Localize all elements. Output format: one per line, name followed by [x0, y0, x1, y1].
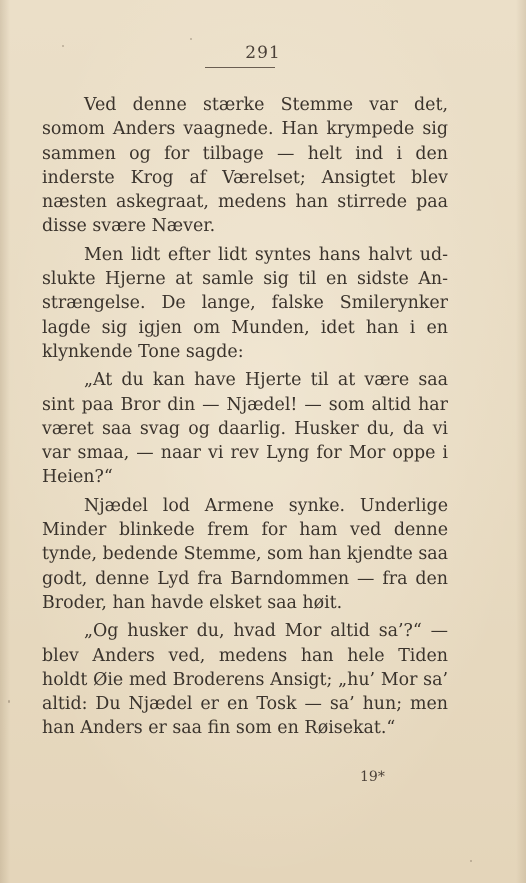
page-text: [42, 93, 448, 745]
page-number: 291: [245, 43, 281, 63]
signature-mark: 19*: [360, 769, 385, 785]
page-left-edge: [0, 0, 10, 883]
paper-speck: [470, 860, 472, 862]
paper-speck: [62, 45, 64, 47]
page-right-edge: [516, 0, 526, 883]
paragraph-3: „At du kan have Hjerte til at være saa sint paa Bror din — Njædel! — som altid har været saa svag og daarlig. Husker du, da vi var smaa, — naar vi rev Lyng for Mor oppe i Heien?“: [42, 370, 448, 488]
header-rule: [205, 67, 275, 68]
paper-speck: [190, 38, 192, 40]
paragraph-4: Njædel lod Armene synke. Underlige Minder blinkede frem for ham ved denne tynde, bedende Stemme, som han kjendte saa godt, denne Lyd fra Barndommen — fra den Broder, han havde elsket saa høit.: [42, 495, 448, 613]
paragraph-1: Ved denne stærke Stemme var det, somom Anders vaagnede. Han krympede sig sammen og for tilbage — helt ind i den inderste Krog af Værelset; Ansigtet blev næsten askegraat, medens han stirrede paa disse svære Næver.: [42, 95, 448, 237]
paragraph-2: Men lidt efter lidt syntes hans halvt udslukte Hjerne at samle sig til en sidste Anstrængelse. De lange, falske Smilerynker lagde sig igjen om Munden, idet han i en klynkende Tone sagde:: [42, 244, 448, 362]
paragraph-5: „Og husker du, hvad Mor altid sa’?“ — blev Anders ved, medens han hele Tiden holdt Øie med Broderens Ansigt; „hu’ Mor sa’ altid: Du Njædel er en Tosk — sa’ hun; men han Anders er saa fin som en Røisekat.“: [42, 621, 448, 739]
paper-speck: [8, 700, 10, 703]
